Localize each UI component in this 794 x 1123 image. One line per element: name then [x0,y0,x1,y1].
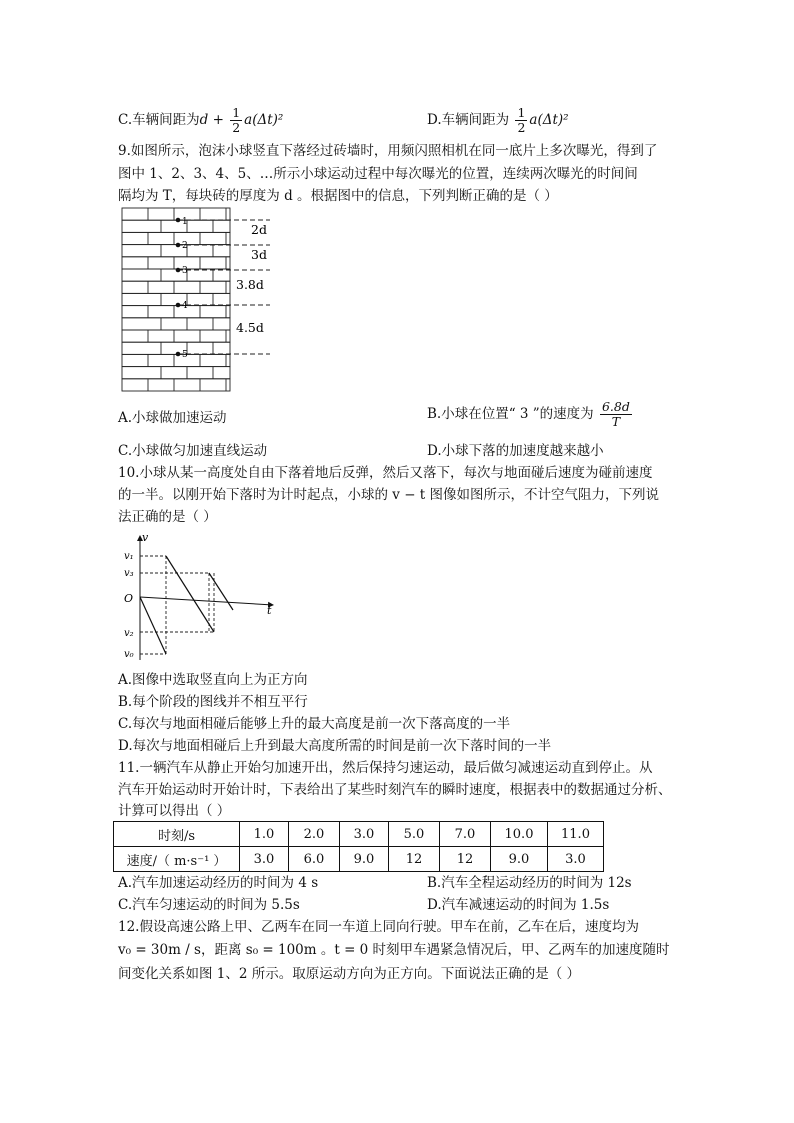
q9-stem-line-1: 9.如图所示，泡沫小球竖直下落经过砖墙时，用频闪照相机在同一底片上多次曝光，得到了 [118,143,658,159]
q11-stem-line-3: 计算可以得出（ ） [118,803,231,819]
q11-option-a: A.汽车加速运动经历的时间为 4 s [118,875,319,891]
table-row [114,847,604,872]
q9-option-c: C.小球做匀加速直线运动 [118,443,268,459]
segment-second-bounce [209,573,233,610]
v3-label: v₃ [124,568,134,579]
brick-wall-figure [118,206,278,394]
table-cell: 12 [440,847,491,872]
q10-stem-line-2: 的一半。以刚开始下落时为计时起点，小球的 v − t 图像如图所示，不计空气阻力，下列说 [118,487,660,503]
q11-option-b: B.汽车全程运动经历的时间为 12s [427,875,632,891]
v2-label: v₂ [124,628,134,639]
q11-stem-line-1: 11.一辆汽车从静止开始匀加速开出，然后保持匀速运动，最后做匀减速运动直到停止。从 [118,760,653,776]
v1-label: v₁ [124,551,134,562]
table-cell: 10.0 [491,822,548,847]
table-row [114,822,604,847]
q11-option-c: C.汽车匀速运动的时间为 5.5s [118,897,300,913]
speed-time-table [113,821,604,872]
table-cell: 5.0 [389,822,440,847]
t-axis-label: t [267,604,272,617]
position-label: 1 [182,217,188,227]
table-header-cell: 时刻/s [114,822,240,847]
ball-position-4 [176,303,181,308]
table-cell: 9.0 [491,847,548,872]
fraction: $\frac{6.8d}{T}$ [601,399,630,429]
table-header-cell: 速度/（ m·s⁻¹ ） [114,847,240,872]
position-label: 4 [182,301,188,311]
gap-label: 3.8d [236,277,264,292]
ball-position-2 [176,243,181,248]
q9-option-d: D.小球下落的加速度越来越小 [427,443,604,459]
v0-label: v₀ [124,649,134,660]
ball-position-5 [176,352,181,357]
table-cell: 2.0 [289,822,340,847]
q12-stem-line-1: 12.假设高速公路上甲、乙两车在同一车道上同向行驶。甲车在前，乙车在后，速度均为 [118,919,639,935]
q10-stem-line-3: 法正确的是（ ） [118,509,217,525]
position-label: 5 [182,350,188,360]
table-cell: 3.0 [340,822,389,847]
q10-option-a: A.图像中选取竖直向上为正方向 [118,672,308,688]
t-axis [140,597,273,605]
ball-position-3 [176,268,181,273]
q9-option-b: B.小球在位置“ 3 ”的速度为 $\frac{6.8d}{T}$ [427,399,630,429]
q10-option-c: C.每次与地面相碰后能够上升的最大高度是前一次下落高度的一半 [118,716,511,732]
v-axis-label: v [142,531,149,544]
gap-label: 3d [251,247,267,262]
vt-graph [118,530,283,664]
q10-option-b: B.每个阶段的图线并不相互平行 [118,694,308,710]
table-cell: 3.0 [240,847,289,872]
q8-option-d: D.车辆间距为 $\frac{1}{2}$ a(Δt)² [427,105,569,135]
q12-stem-line-2: v₀ = 30m / s，距离 s₀ = 100m 。t = 0 时刻甲车遇紧急情况后，甲、乙两车的加速度随时 [118,942,670,958]
segment-first-bounce [166,556,214,632]
q11-option-d: D.汽车减速运动的时间为 1.5s [427,897,610,913]
fraction: $\frac{1}{2}$ [232,105,241,135]
segment-first-fall [140,597,166,654]
gap-label: 4.5d [236,320,264,335]
q9-stem-line-2: 图中 1、2、3、4、5、…所示小球运动过程中每次曝光的位置，连续两次曝光的时间间 [118,166,638,182]
q10-option-d: D.每次与地面相碰后上升到最大高度所需的时间是前一次下落时间的一半 [118,738,552,754]
q9-option-a: A.小球做加速运动 [118,410,227,426]
q12-stem-line-3: 间变化关系如图 1、2 所示。取原运动方向为正方向。下面说法正确的是（ ） [118,966,581,982]
q10-stem-line-1: 10.小球从某一高度处自由下落着地后反弹，然后又落下，每次与地面碰后速度为碰前速度 [118,465,653,481]
ball-position-1 [176,218,181,223]
table-cell: 12 [389,847,440,872]
position-label: 2 [182,241,188,251]
table-cell: 7.0 [440,822,491,847]
table-cell: 9.0 [340,847,389,872]
table-cell: 3.0 [548,847,604,872]
origin-label: O [124,592,134,605]
position-label: 3 [182,266,188,276]
q9-stem-line-3: 隔均为 T，每块砖的厚度为 d 。根据图中的信息，下列判断正确的是（ ） [118,188,558,204]
fraction: $\frac{1}{2}$ [517,105,526,135]
table-cell: 6.0 [289,847,340,872]
table-cell: 11.0 [548,822,604,847]
q11-stem-line-2: 汽车开始运动时开始计时，下表给出了某些时刻汽车的瞬时速度，根据表中的数据通过分析、 [118,782,672,798]
gap-label: 2d [251,222,267,237]
table-cell: 1.0 [240,822,289,847]
q8-option-c: C.车辆间距为d + $\frac{1}{2}$ a(Δt)² [118,105,284,135]
